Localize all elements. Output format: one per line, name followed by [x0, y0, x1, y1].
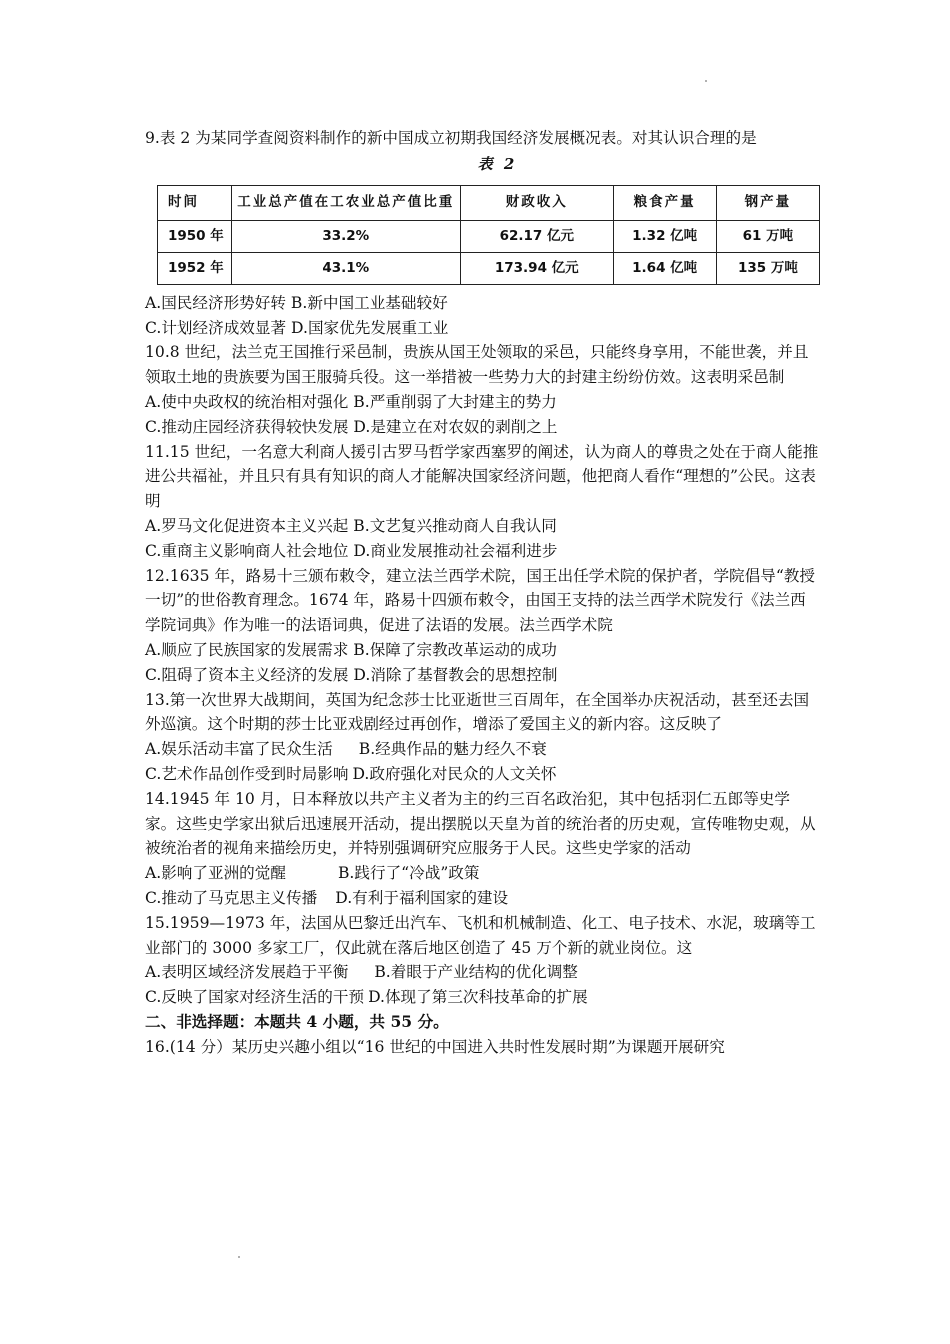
question-12-options-cd: C.阻碍了资本主义经济的发展 D.消除了基督教会的思想控制	[145, 665, 558, 684]
table-header-row	[158, 185, 820, 220]
question-11-stem: 11.15 世纪，一名意大利商人援引古罗马哲学家西塞罗的阐述，认为商人的尊贵之处在于商人能推进公共福祉，并且只有具有知识的商人才能解决国家经济问题，他把商人看作“理想的”公民。这表明	[145, 442, 819, 511]
table-cell: 173.94 亿元	[460, 252, 613, 284]
option-d: D.政府强化对民众的人文关怀	[352, 764, 557, 783]
table-header-cell: 工业总产值在工农业总产值比重	[231, 185, 460, 220]
question-10-options-cd: C.推动庄园经济获得较快发展 D.是建立在对农奴的剥削之上	[145, 417, 558, 436]
table-cell: 1950 年	[158, 220, 232, 252]
option-a: A.影响了亚洲的觉醒	[145, 864, 286, 883]
option-a: A.娱乐活动丰富了民众生活	[145, 740, 333, 759]
question-13-options-cd	[145, 762, 820, 787]
option-b: B.践行了“冷战”政策	[337, 864, 480, 883]
scan-speck	[705, 80, 707, 82]
economy-table	[157, 185, 820, 285]
option-c: C.推动了马克思主义传播	[145, 888, 318, 907]
question-9-stem: 9.表 2 为某同学查阅资料制作的新中国成立初期我国经济发展概况表。对其认识合理的是	[145, 129, 757, 147]
table-cell: 62.17 亿元	[460, 220, 613, 252]
table-cell: 43.1%	[231, 252, 460, 284]
question-11-options-ab: A.罗马文化促进资本主义兴起 B.文艺复兴推动商人自我认同	[145, 516, 557, 535]
question-13-options-ab	[145, 737, 820, 762]
option-d: D.有利于福利国家的建设	[335, 888, 509, 907]
question-10-stem: 10.8 世纪，法兰克王国推行采邑制，贵族从国王处领取的采邑，只能终身享用，不能世袭，并且领取土地的贵族要为国王服骑兵役。这一举措被一些势力大的封建主纷纷仿效。这表明采邑制	[145, 343, 809, 387]
option-b: B.着眼于产业结构的优化调整	[374, 963, 578, 982]
question-14-stem: 14.1945 年 10 月，日本释放以共产主义者为主的约三百名政治犯，其中包括羽仁五郎等史学家。这些史学家出狱后迅速展开活动，提出摆脱以天皇为首的统治者的历史观，宣传唯物史观，从被统治者的视角来描绘历史，并特别强调研究应服务于人民。这些史学家的活动	[145, 789, 816, 858]
table-row	[158, 220, 820, 252]
section-heading: 二、非选择题：本题共 4 小题，共 55 分。	[145, 1011, 449, 1031]
question-15-stem: 15.1959—1973 年，法国从巴黎迁出汽车、飞机和机械制造、化工、电子技术、水泥，玻璃等工业部门的 3000 多家工厂，仅此就在落后地区创造了 45 万个新的就业岗位。这	[145, 913, 816, 957]
table-cell: 33.2%	[231, 220, 460, 252]
table-cell: 135 万吨	[716, 252, 819, 284]
question-9-options-ab: A.国民经济形势好转 B.新中国工业基础较好	[145, 293, 448, 312]
table-caption: 表 2	[477, 154, 518, 173]
question-12-options-ab: A.顺应了民族国家的发展需求 B.保障了宗教改革运动的成功	[145, 640, 557, 659]
table-cell: 1.64 亿吨	[613, 252, 716, 284]
table-cell: 61 万吨	[716, 220, 819, 252]
question-12-stem: 12.1635 年，路易十三颁布敕令，建立法兰西学术院，国王出任学术院的保护者，学院倡导“教授一切”的世俗教育理念。1674 年，路易十四颁布敕令，由国王支持的法兰西学术院发行《法兰西学院词典》作为唯一的法语词典，促进了法语的发展。法兰西学术院	[145, 566, 815, 635]
table-header-cell: 钢产量	[716, 185, 819, 220]
question-13-stem: 13.第一次世界大战期间，英国为纪念莎士比亚逝世三百周年，在全国举办庆祝活动，甚至还去国外巡演。这个时期的莎士比亚戏剧经过再创作，增添了爱国主义的新内容。这反映了	[145, 690, 810, 734]
question-9-options-cd: C.计划经济成效显著 D.国家优先发展重工业	[145, 318, 449, 337]
scan-speck	[238, 1256, 240, 1258]
table-cell: 1.32 亿吨	[613, 220, 716, 252]
option-d: D.体现了第三次科技革命的扩展	[368, 988, 588, 1007]
option-b: B.经典作品的魅力经久不衰	[358, 740, 547, 759]
table-cell: 1952 年	[158, 252, 232, 284]
table-header-cell: 粮食产量	[613, 185, 716, 220]
question-15-options-ab	[145, 960, 820, 985]
option-c: C.反映了国家对经济生活的干预	[145, 988, 365, 1007]
question-16-stem: 16.(14 分）某历史兴趣小组以“16 世纪的中国进入共时性发展时期”为课题开展研究	[145, 1037, 725, 1056]
table-row	[158, 252, 820, 284]
question-10-options-ab: A.使中央政权的统治相对强化 B.严重削弱了大封建主的势力	[145, 392, 557, 411]
question-14-options-cd	[145, 886, 820, 911]
exam-content	[145, 126, 820, 1060]
option-a: A.表明区域经济发展趋于平衡	[145, 963, 349, 982]
table-header-cell: 时间	[158, 185, 232, 220]
table-header-cell: 财政收入	[460, 185, 613, 220]
question-11-options-cd: C.重商主义影响商人社会地位 D.商业发展推动社会福利进步	[145, 541, 558, 560]
question-15-options-cd	[145, 985, 820, 1010]
question-14-options-ab	[145, 861, 820, 886]
option-c: C.艺术作品创作受到时局影响	[145, 764, 349, 783]
